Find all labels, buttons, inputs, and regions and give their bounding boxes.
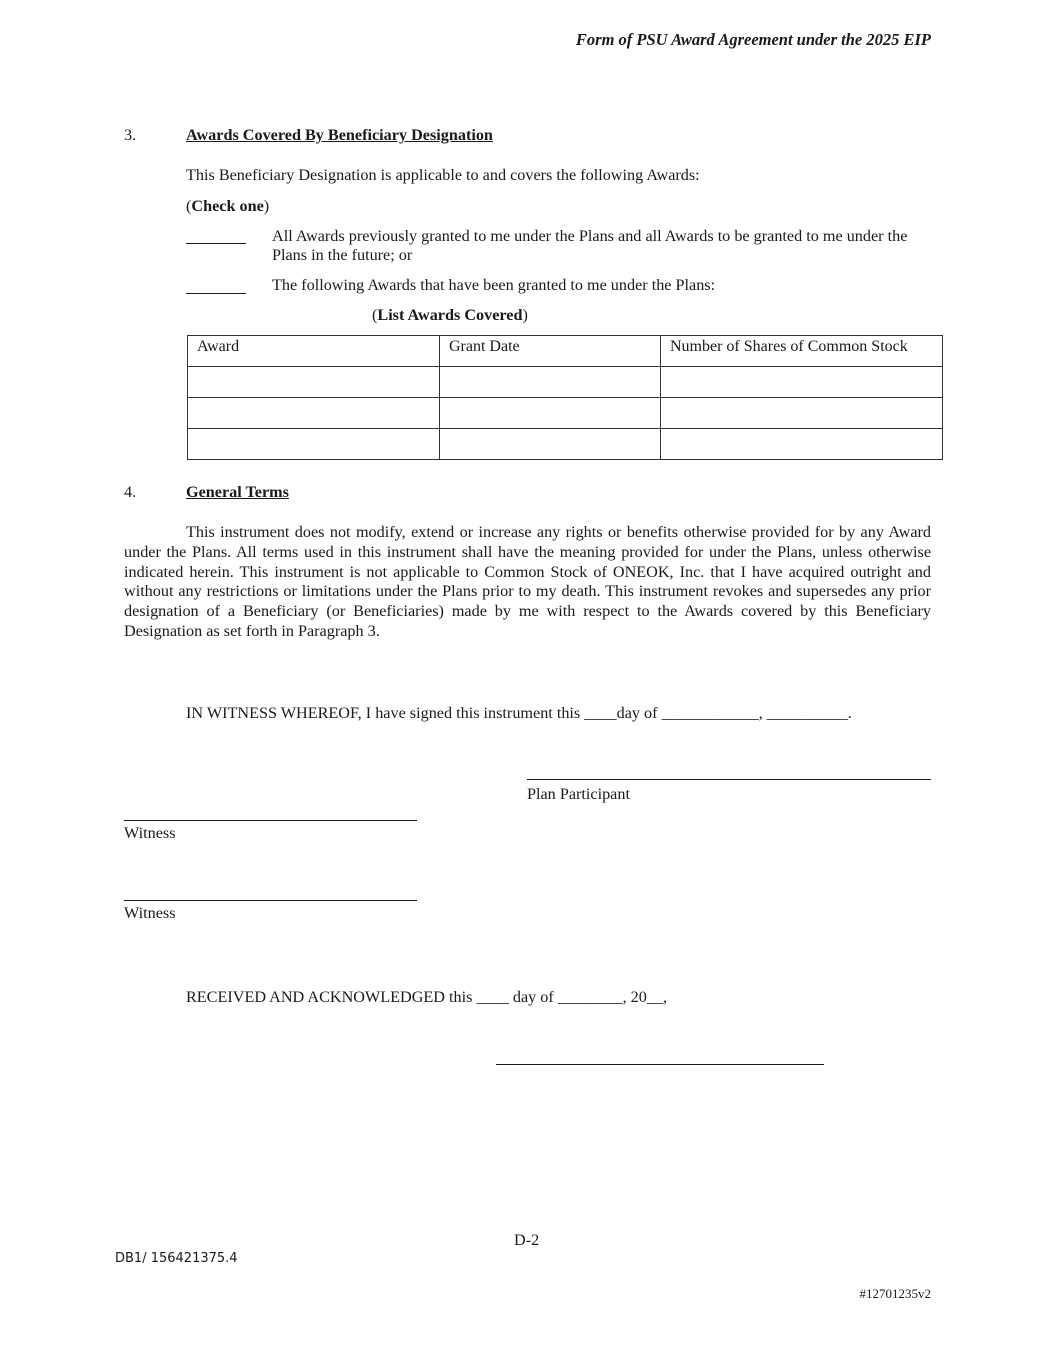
list-awards-label: List Awards Covered — [377, 306, 523, 324]
option-1-checkbox-blank[interactable] — [186, 243, 246, 244]
witness-clause: IN WITNESS WHEREOF, I have signed this instrument this ____day of ____________, __________. — [186, 704, 852, 722]
document-header-title: Form of PSU Award Agreement under the 2025 EIP — [575, 30, 931, 49]
award-cell[interactable] — [188, 367, 440, 398]
page-number: D-2 — [514, 1231, 540, 1249]
grant-date-cell[interactable] — [440, 398, 661, 429]
witness-2-signature-line[interactable] — [124, 900, 417, 901]
table-row — [188, 429, 943, 460]
section-3-heading: Awards Covered By Beneficiary Designation — [186, 126, 493, 144]
section-3-number: 3. — [124, 126, 137, 144]
list-awards-instruction: (List Awards Covered) — [372, 306, 528, 324]
award-cell[interactable] — [188, 398, 440, 429]
option-2-checkbox-blank[interactable] — [186, 293, 246, 294]
check-one-instruction: (Check one) — [186, 197, 270, 215]
general-terms-paragraph: This instrument does not modify, extend or increase any rights or benefits otherwise provided for by any Award under the Plans. All terms used in this instrument shall have the meaning provided for under the Plans, unless otherwise indicated herein. This instrument is not applicable to Common Stock of ONEOK, Inc. that I have acquired outright and without any restrictions or limitations under the Plans prior to my death. This instrument revokes and supersedes any prior designation of a Beneficiary (or Beneficiaries) made by me with respect to the Awards covered by this Beneficiary Designation as set forth in Paragraph 3. — [124, 523, 931, 640]
shares-cell[interactable] — [661, 398, 943, 429]
awards-table-header-row — [188, 336, 943, 367]
award-column-header: Award — [188, 336, 440, 367]
received-clause: RECEIVED AND ACKNOWLEDGED this ____ day of ________, 20__, — [186, 988, 668, 1006]
table-row — [188, 367, 943, 398]
grant-date-column-header: Grant Date — [440, 336, 661, 367]
witness-1-signature-line[interactable] — [124, 820, 417, 821]
document-id: #12701235v2 — [859, 1286, 931, 1301]
shares-column-header: Number of Shares of Common Stock — [661, 336, 943, 367]
grant-date-cell[interactable] — [440, 429, 661, 460]
witness-1-label: Witness — [124, 824, 176, 842]
grant-date-cell[interactable] — [440, 367, 661, 398]
section-4-number: 4. — [124, 483, 137, 501]
section-4-heading: General Terms — [186, 483, 289, 501]
received-signature-line[interactable] — [496, 1064, 824, 1065]
check-one-label: Check one — [191, 197, 264, 215]
option-1-text: All Awards previously granted to me under the Plans and all Awards to be granted to me under the Plans in the future; or — [272, 227, 908, 264]
document-code: DB1/ 156421375.4 — [115, 1251, 238, 1266]
option-2-text: The following Awards that have been granted to me under the Plans: — [272, 276, 716, 294]
table-row — [188, 398, 943, 429]
shares-cell[interactable] — [661, 429, 943, 460]
awards-table — [187, 335, 943, 460]
participant-label: Plan Participant — [527, 785, 630, 803]
shares-cell[interactable] — [661, 367, 943, 398]
award-cell[interactable] — [188, 429, 440, 460]
participant-signature-line[interactable] — [527, 779, 931, 780]
section-3-intro: This Beneficiary Designation is applicable to and covers the following Awards: — [186, 166, 700, 184]
witness-2-label: Witness — [124, 904, 176, 922]
